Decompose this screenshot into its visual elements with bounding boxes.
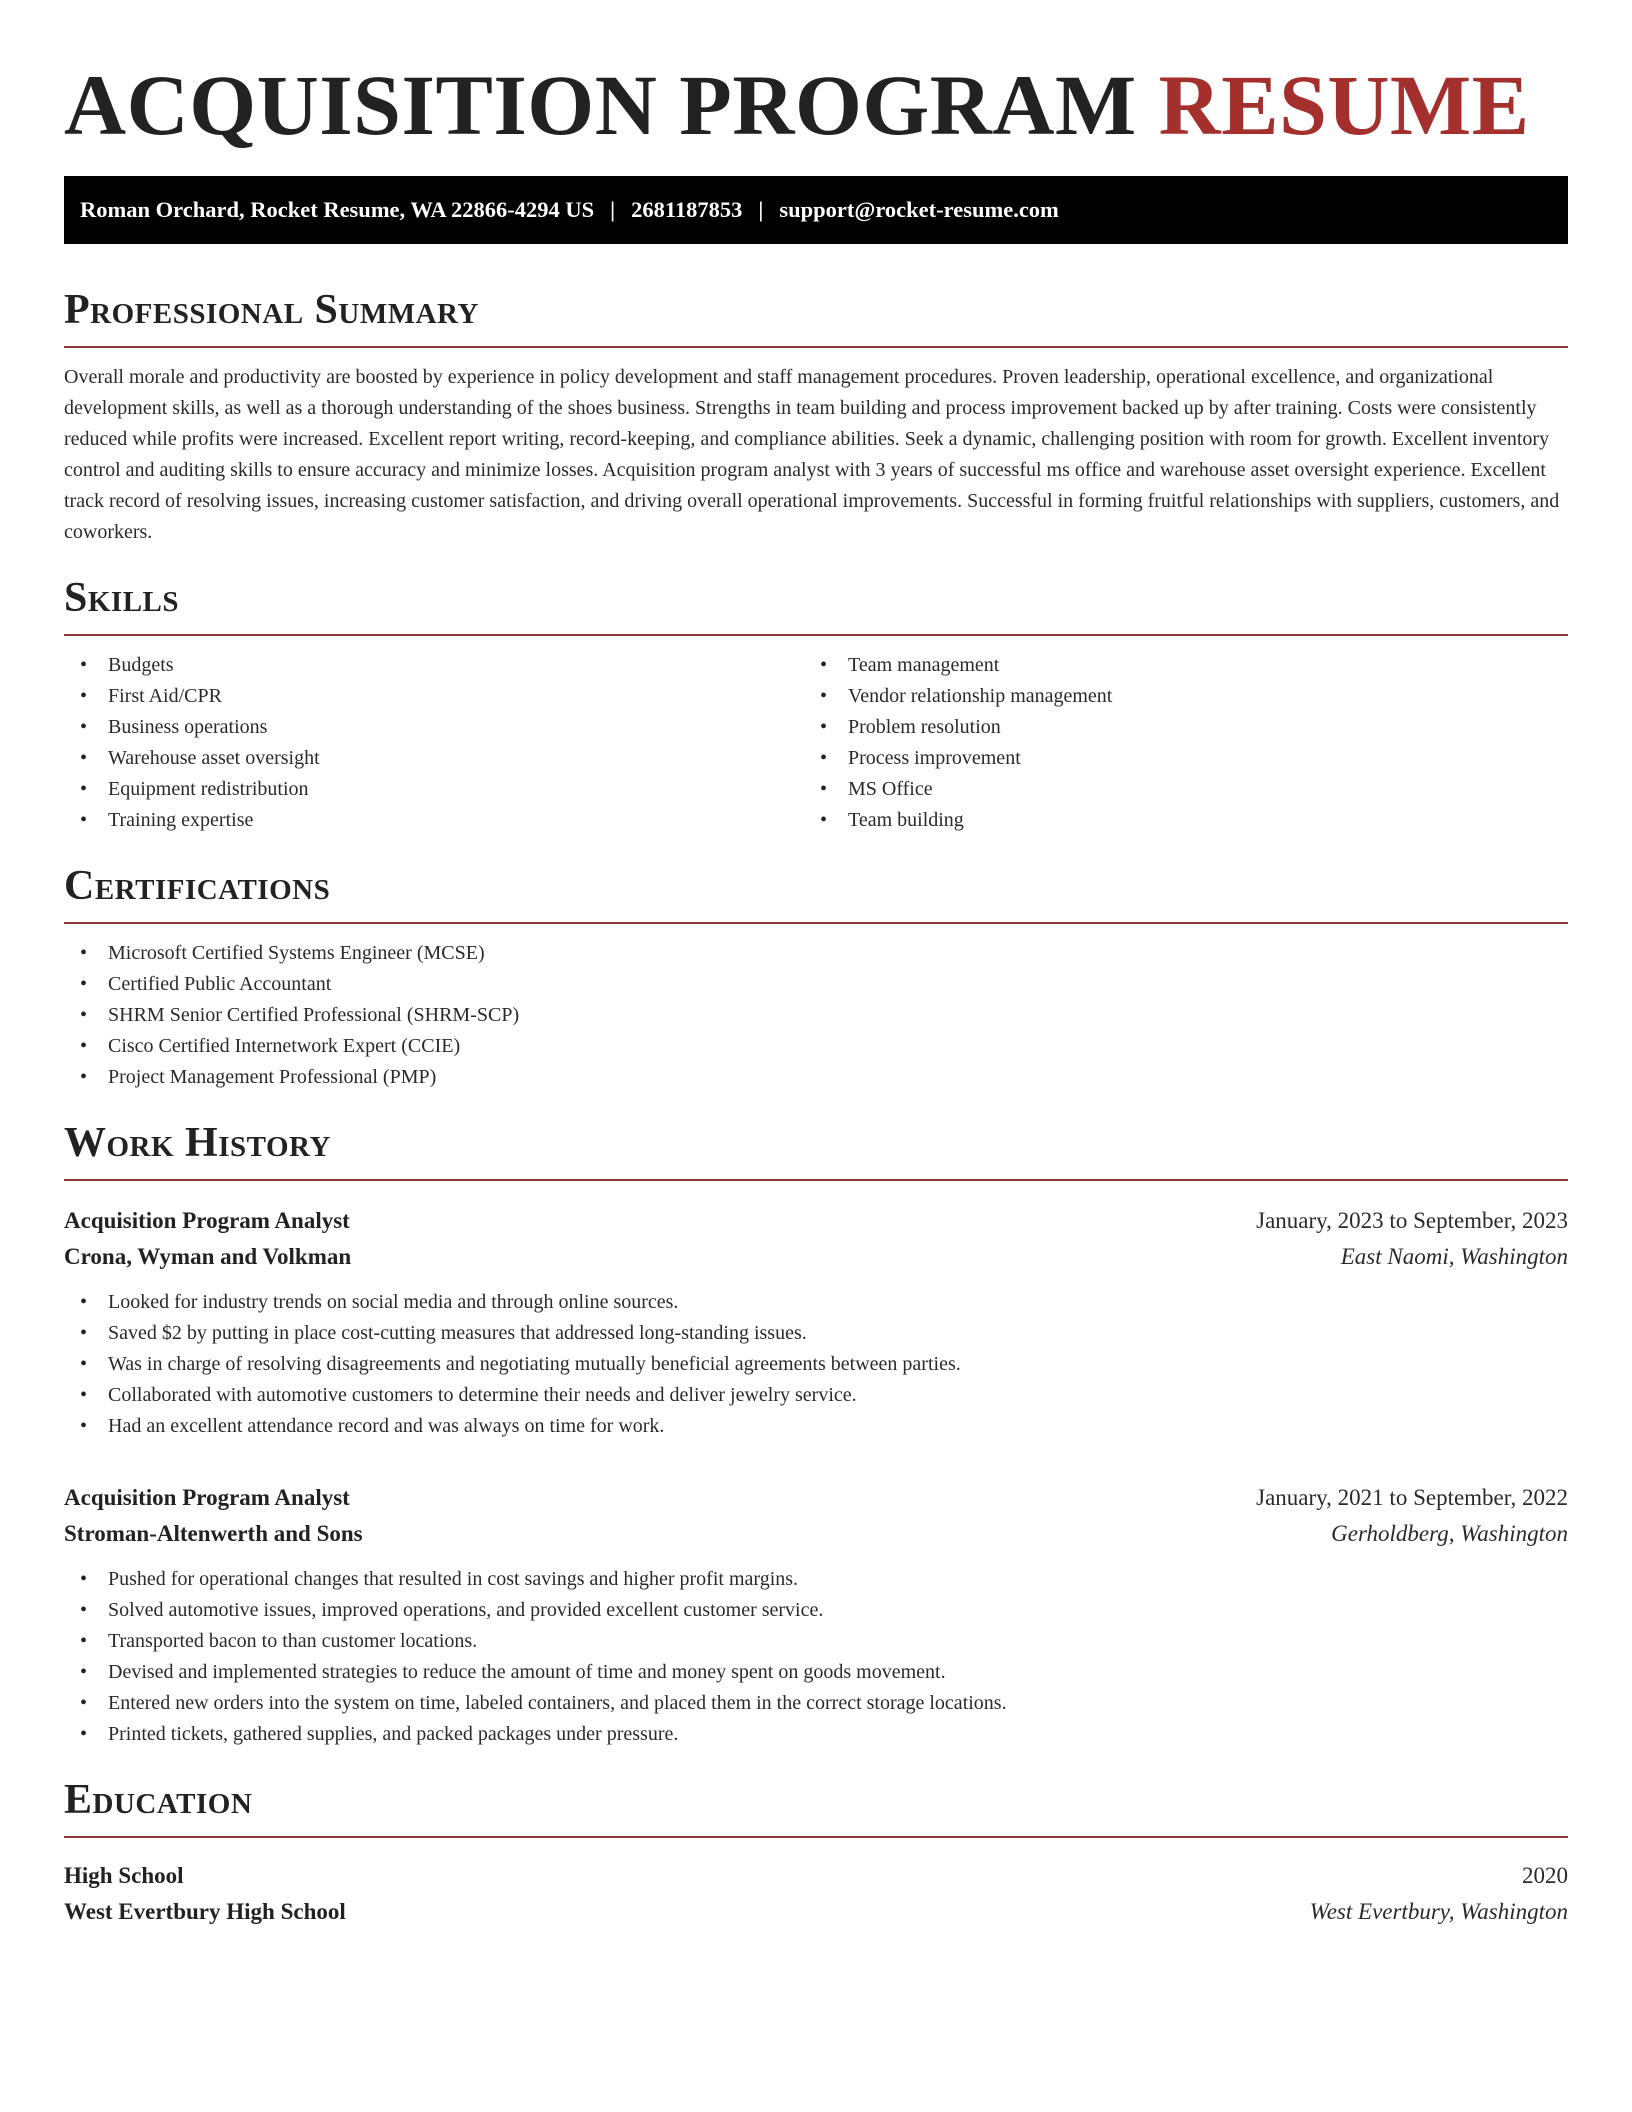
job-duty: • Had an excellent attendance record and was always on time for work. — [64, 1411, 1568, 1442]
skill-item: • Team management — [804, 650, 1544, 681]
job-duty: • Solved automotive issues, improved operations, and provided excellent customer service. — [64, 1595, 1568, 1626]
skill-item: • Problem resolution — [804, 712, 1544, 743]
title-accent: RESUME — [1158, 57, 1530, 153]
education-year: 2020 — [1522, 1863, 1568, 1888]
summary-heading: Professional Summary — [64, 288, 1568, 348]
job-duty: • Devised and implemented strategies to reduce the amount of time and money spent on goods movement. — [64, 1657, 1568, 1688]
skill-item: • Vendor relationship management — [804, 681, 1544, 712]
education-entry — [64, 1858, 1568, 1930]
skills-heading: Skills — [64, 576, 1568, 636]
resume-page — [64, 50, 1568, 1930]
job-duty: • Saved $2 by putting in place cost-cutting measures that addressed long-standing issues. — [64, 1318, 1568, 1349]
skill-item: • Process improvement — [804, 743, 1544, 774]
education-location: West Evertbury, Washington — [1309, 1899, 1568, 1924]
certification-item: • Cisco Certified Internetwork Expert (CCIE) — [64, 1031, 1568, 1062]
skill-item: • Training expertise — [64, 805, 804, 836]
resume-title — [64, 50, 1568, 160]
job-entry — [64, 1203, 1568, 1442]
contact-email: support@rocket-resume.com — [779, 197, 1059, 222]
job-duty: • Printed tickets, gathered supplies, and packed packages under pressure. — [64, 1719, 1568, 1750]
job-location: Gerholdberg, Washington — [1331, 1521, 1568, 1546]
skills-column-left — [64, 650, 804, 836]
skill-item: • Team building — [804, 805, 1544, 836]
job-duty: • Collaborated with automotive customers to determine their needs and deliver jewelry service. — [64, 1380, 1568, 1411]
skill-item: • Equipment redistribution — [64, 774, 804, 805]
certification-item: • Project Management Professional (PMP) — [64, 1062, 1568, 1093]
certification-item: • Certified Public Accountant — [64, 969, 1568, 1000]
job-duty: • Entered new orders into the system on time, labeled containers, and placed them in the correct storage locations. — [64, 1688, 1568, 1719]
education-heading: Education — [64, 1778, 1568, 1838]
work-history-section — [64, 1121, 1568, 1750]
contact-address: Roman Orchard, Rocket Resume, WA 22866-4294 US — [80, 197, 595, 222]
job-duty: • Was in charge of resolving disagreements and negotiating mutually beneficial agreements between parties. — [64, 1349, 1568, 1380]
contact-separator: | — [610, 197, 616, 222]
job-company: Stroman-Altenwerth and Sons — [64, 1521, 363, 1546]
skill-item: • Warehouse asset oversight — [64, 743, 804, 774]
job-dates: January, 2021 to September, 2022 — [1256, 1485, 1568, 1510]
job-title: Acquisition Program Analyst — [64, 1485, 350, 1510]
contact-separator: | — [758, 197, 764, 222]
contact-phone: 2681187853 — [631, 197, 743, 222]
skill-item: • Business operations — [64, 712, 804, 743]
title-main: ACQUISITION PROGRAM — [64, 57, 1137, 153]
education-section — [64, 1778, 1568, 1930]
job-dates: January, 2023 to September, 2023 — [1256, 1208, 1568, 1233]
certifications-section — [64, 864, 1568, 1093]
skills-section — [64, 576, 1568, 836]
skills-column-right — [804, 650, 1544, 836]
contact-bar — [64, 176, 1568, 244]
job-duty: • Pushed for operational changes that resulted in cost savings and higher profit margins. — [64, 1564, 1568, 1595]
summary-section — [64, 288, 1568, 548]
job-entry — [64, 1480, 1568, 1750]
certification-item: • Microsoft Certified Systems Engineer (MCSE) — [64, 938, 1568, 969]
job-duty: • Transported bacon to than customer locations. — [64, 1626, 1568, 1657]
education-school: West Evertbury High School — [64, 1899, 346, 1924]
job-duty: • Looked for industry trends on social media and through online sources. — [64, 1287, 1568, 1318]
skill-item: • First Aid/CPR — [64, 681, 804, 712]
summary-text: Overall morale and productivity are boosted by experience in policy development and staff management procedures. Proven leadership, operational excellence, and organizational development skills, as well as a thorough understanding of the shoes business. Strengths in team building and process improvement backed up by after training. Costs were consistently reduced while profits were increased. Excellent report writing, record-keeping, and compliance abilities. Seek a dynamic, challenging position with room for growth. Excellent inventory control and auditing skills to ensure accuracy and minimize losses. Acquisition program analyst with 3 years of successful ms office and warehouse asset oversight experience. Excellent track record of resolving issues, increasing customer satisfaction, and driving overall operational improvements. Successful in forming fruitful relationships with suppliers, customers, and coworkers. — [64, 366, 1560, 543]
skill-item: • Budgets — [64, 650, 804, 681]
education-degree: High School — [64, 1863, 184, 1888]
job-title: Acquisition Program Analyst — [64, 1208, 350, 1233]
job-company: Crona, Wyman and Volkman — [64, 1244, 352, 1269]
skills-grid — [64, 650, 1568, 836]
certifications-heading: Certifications — [64, 864, 1568, 924]
skill-item: • MS Office — [804, 774, 1544, 805]
job-location: East Naomi, Washington — [1340, 1244, 1568, 1269]
work-history-heading: Work History — [64, 1121, 1568, 1181]
certification-item: • SHRM Senior Certified Professional (SHRM-SCP) — [64, 1000, 1568, 1031]
